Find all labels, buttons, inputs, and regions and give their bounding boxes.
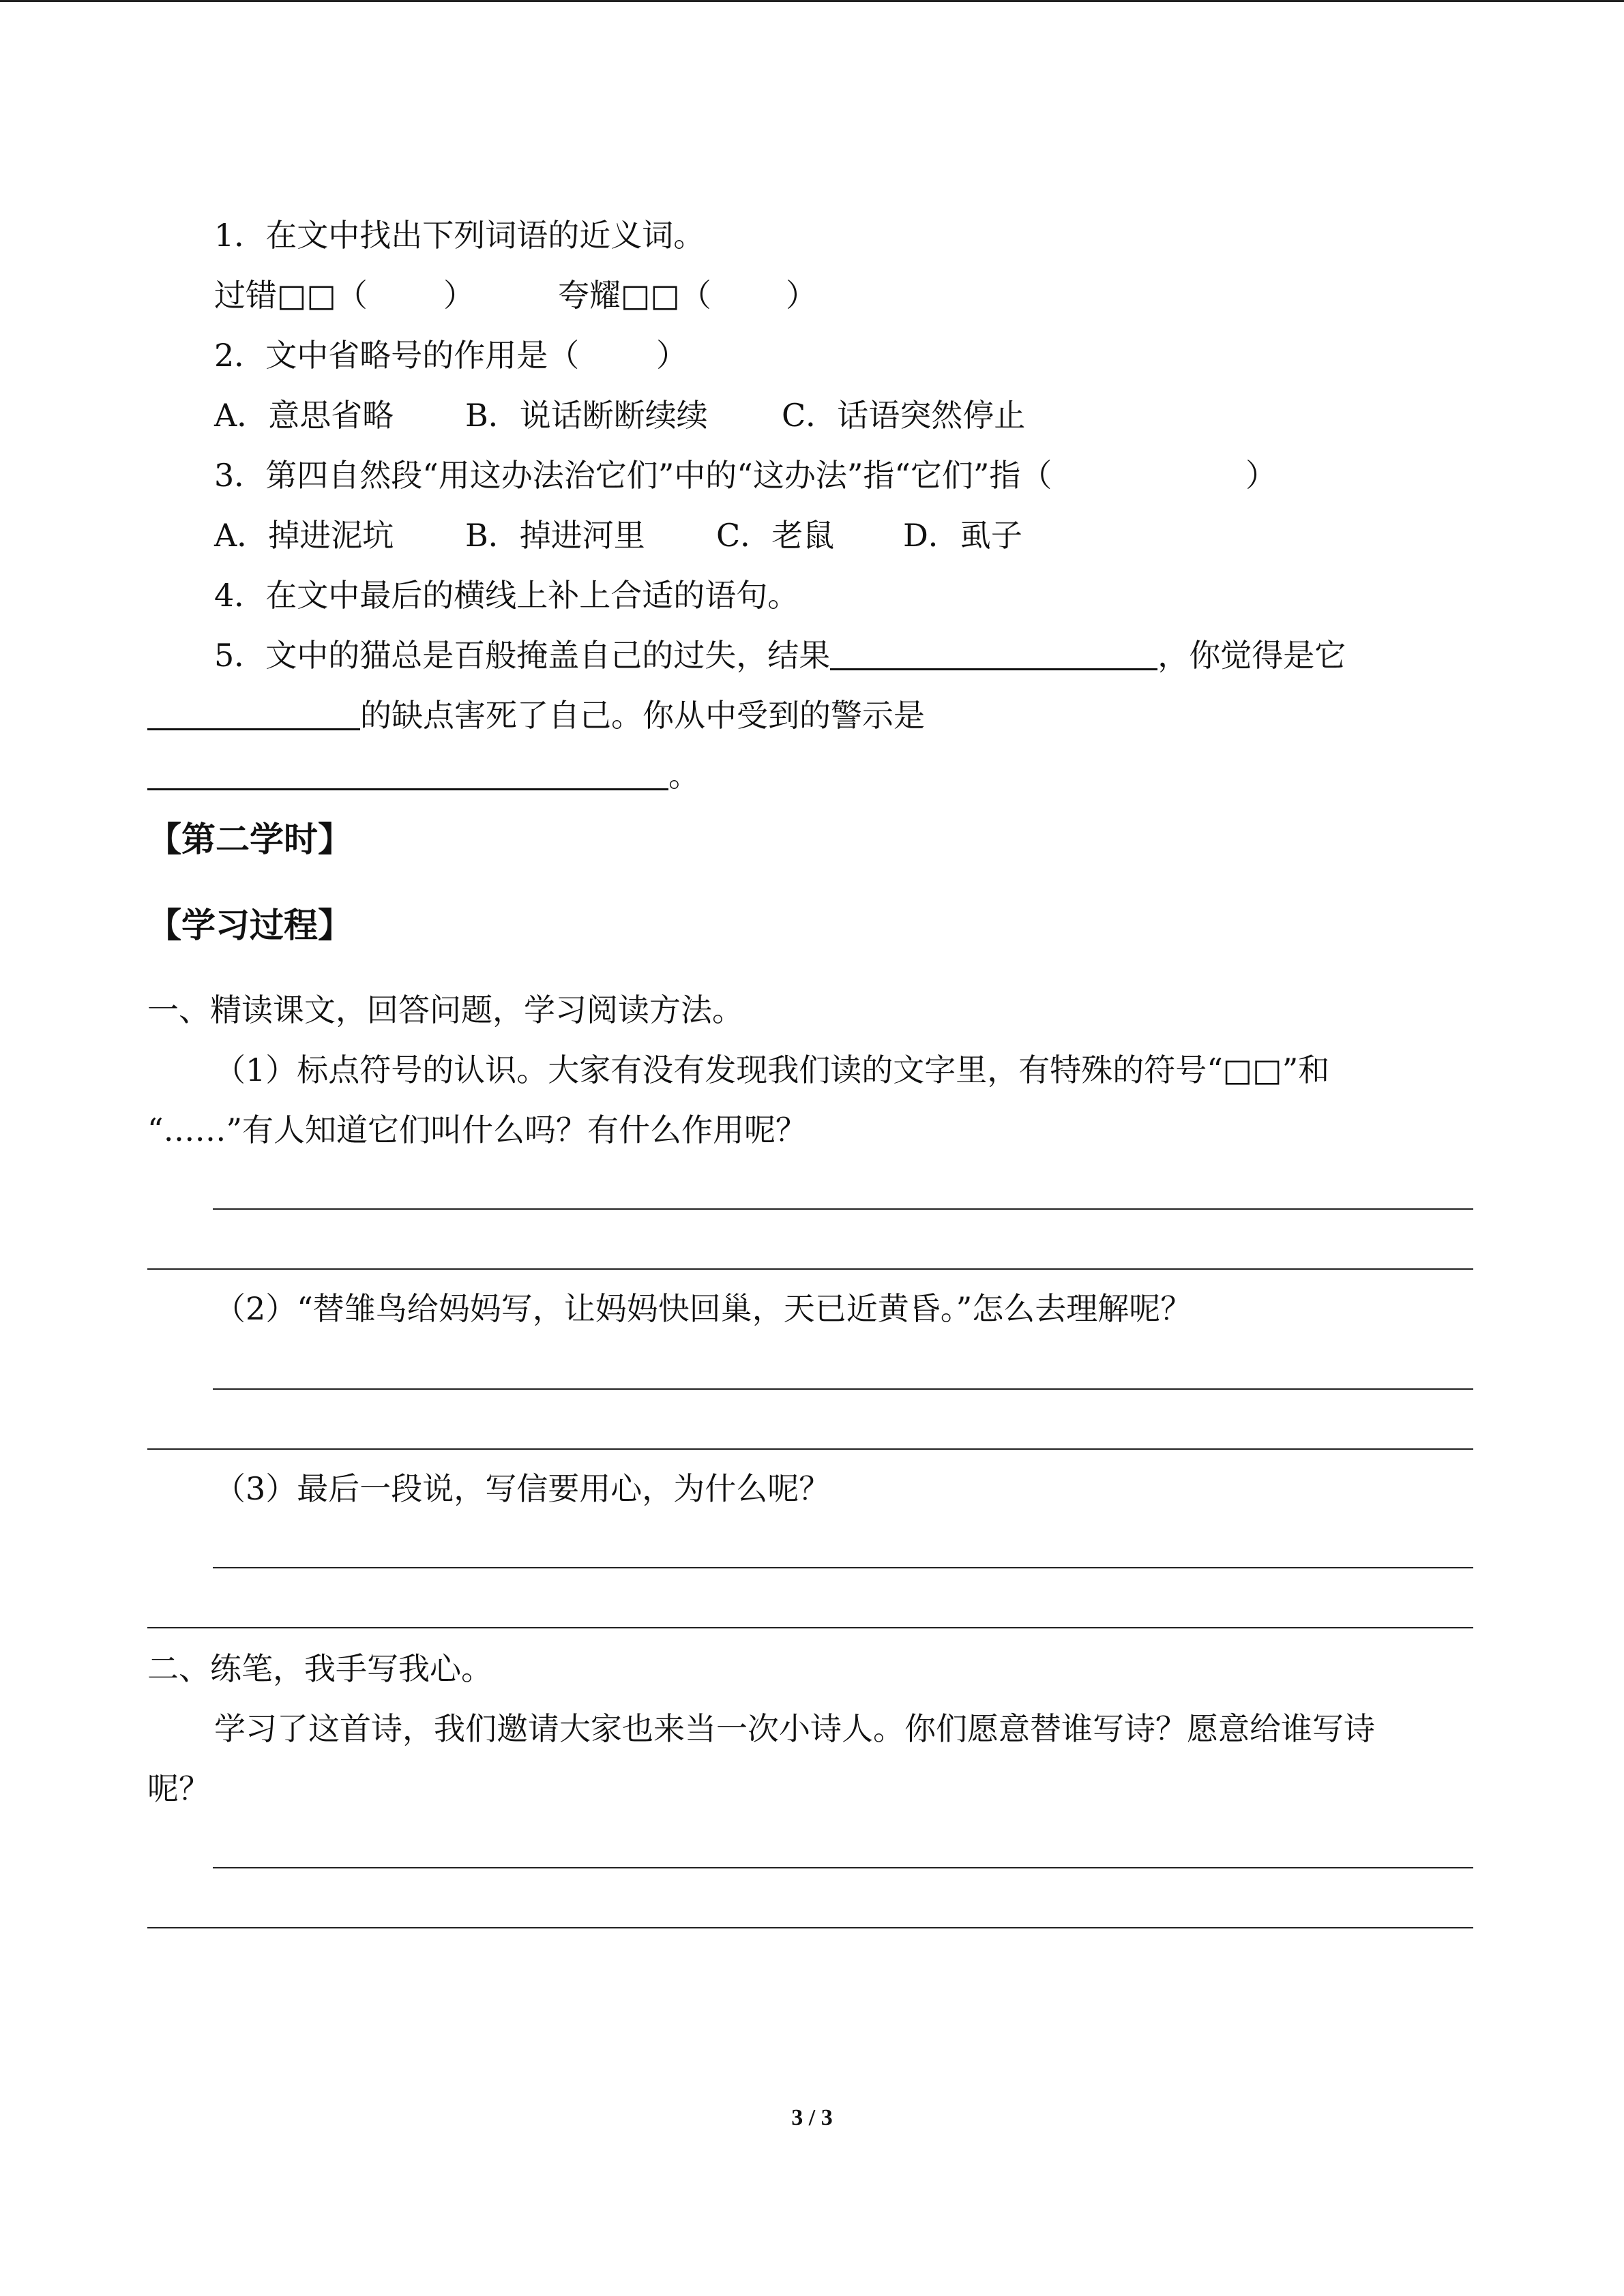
q3-option-c: C．老鼠 bbox=[716, 517, 835, 554]
section2-body-line2: 呢？ bbox=[147, 1770, 210, 1807]
q3-option-b: B．掉进河里 bbox=[465, 517, 645, 554]
answer-line[interactable] bbox=[147, 1268, 1473, 1270]
q2-prompt: 2．文中省略号的作用是（ bbox=[214, 337, 580, 374]
q4-prompt: 4．在文中最后的横线上补上合适的语句。 bbox=[214, 577, 799, 614]
answer-line[interactable] bbox=[213, 1867, 1473, 1868]
heading-second-lesson: 【第二学时】 bbox=[147, 820, 352, 859]
heading-learning-process: 【学习过程】 bbox=[147, 906, 352, 945]
q3-option-a: A．掉进泥坑 bbox=[214, 517, 394, 554]
section1-item1-line1: （1）标点符号的认识。大家有没有发现我们读的文字里，有特殊的符号“□□”和 bbox=[214, 1052, 1330, 1088]
section1-item1-line2: “……”有人知道它们叫什么吗？有什么作用呢？ bbox=[147, 1112, 808, 1148]
q1-word-a: 过错□□（ bbox=[214, 277, 368, 314]
q5-line3 bbox=[147, 757, 700, 794]
section2-body-line1: 学习了这首诗，我们邀请大家也来当一次小诗人。你们愿意替谁写诗？愿意给谁写诗 bbox=[214, 1710, 1375, 1747]
q1-word-b: 夸耀□□（ bbox=[558, 277, 711, 314]
page-number: 3 / 3 bbox=[791, 2105, 833, 2130]
section1-item3: （3）最后一段说，写信要用心，为什么呢？ bbox=[214, 1470, 831, 1507]
answer-line[interactable] bbox=[213, 1208, 1473, 1210]
q5-answer-blank-2[interactable] bbox=[147, 701, 360, 730]
q5-part1: 5．文中的猫总是百般掩盖自己的过失，结果 bbox=[214, 637, 831, 674]
q5-part4: 。 bbox=[668, 757, 700, 794]
answer-line[interactable] bbox=[213, 1388, 1473, 1390]
answer-line[interactable] bbox=[213, 1567, 1473, 1568]
q2-option-c: C．话语突然停止 bbox=[782, 397, 1026, 434]
q5-part2: ，你觉得是它 bbox=[1157, 637, 1346, 674]
section1-item2: （2）“替雏鸟给妈妈写，让妈妈快回巢，天已近黄昏。”怎么去理解呢？ bbox=[214, 1290, 1192, 1327]
section2-title: 二、练笔，我手写我心。 bbox=[147, 1650, 492, 1687]
q1-word-a-close: ） bbox=[443, 277, 475, 314]
q2-prompt-close: ） bbox=[656, 337, 688, 374]
q2-option-a: A．意思省略 bbox=[214, 397, 394, 434]
q5-answer-blank-3[interactable] bbox=[147, 761, 668, 790]
q5-line2 bbox=[147, 697, 925, 734]
q2-option-b: B．说话断断续续 bbox=[465, 397, 708, 434]
q5-answer-blank-1[interactable] bbox=[830, 641, 1157, 670]
answer-line[interactable] bbox=[147, 1927, 1473, 1928]
q5-line1 bbox=[214, 637, 1346, 674]
q1-word-b-close: ） bbox=[786, 277, 817, 314]
q3-prompt: 3．第四自然段“用这办法治它们”中的“这办法”指“它们”指（ bbox=[214, 457, 1052, 494]
q5-part3: 的缺点害死了自己。你从中受到的警示是 bbox=[360, 697, 925, 734]
section1-title: 一、精读课文，回答问题，学习阅读方法。 bbox=[147, 992, 743, 1028]
q3-prompt-close: ） bbox=[1245, 457, 1277, 494]
q1-prompt: 1．在文中找出下列词语的近义词。 bbox=[214, 217, 705, 254]
q3-option-d: D．虱子 bbox=[903, 517, 1022, 554]
page-top-border bbox=[0, 0, 1624, 2]
answer-line[interactable] bbox=[147, 1627, 1473, 1628]
answer-line[interactable] bbox=[147, 1448, 1473, 1450]
